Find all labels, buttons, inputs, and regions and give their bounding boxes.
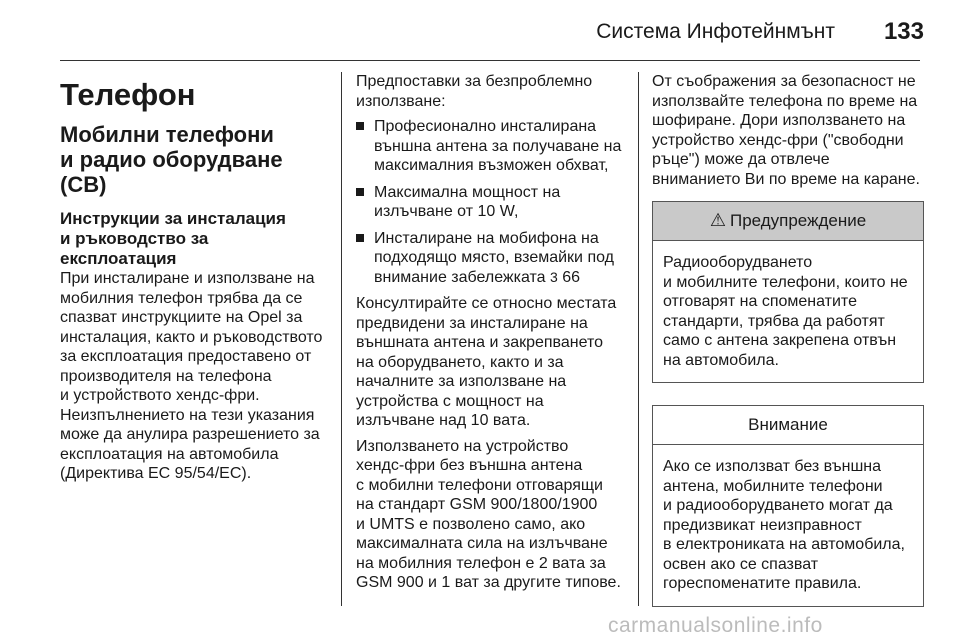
text-line: и устройството хендс-фри.: [60, 387, 260, 404]
safety-paragraph: [652, 72, 924, 189]
chapter-title: Телефон: [60, 77, 196, 112]
text-line: От съображения за безопасност не: [652, 73, 916, 90]
page-ref-icon[interactable]: 3: [550, 268, 558, 285]
text-line: на стандарт GSM 900/1800/1900: [356, 496, 598, 513]
subsection-title-line: Инструкции за инсталация: [60, 209, 286, 228]
text-line: с мобилни телефони отговарящи: [356, 476, 603, 494]
text-line: максималната сила на излъчване: [356, 535, 608, 552]
watermark: carmanualsonline.info: [608, 614, 823, 637]
text-line: експлоатация на автомобила: [60, 445, 279, 463]
text-line: Използването на устройство: [356, 437, 569, 455]
text-line: хендс-фри без външна антена: [356, 457, 583, 474]
page-ref-number[interactable]: 66: [562, 268, 581, 286]
subsection-title-line: експлоатация: [60, 249, 177, 268]
section-title-line: Мобилни телефони: [60, 122, 274, 147]
text-line: максималния възможен обхват,: [374, 157, 609, 174]
text-line: външна антена за получаване на: [374, 137, 622, 155]
column-divider-2: [638, 72, 639, 606]
text-line: При инсталиране и използване на: [60, 270, 315, 287]
text-line: ръце") може да отвлече: [652, 151, 830, 168]
text-line: мобилния телефон трябва да се: [60, 289, 303, 307]
section-title: [60, 122, 330, 197]
list-item: [356, 117, 626, 176]
list-item: [356, 229, 626, 288]
bullet-square-icon: [356, 122, 364, 130]
handsfree-paragraph: [356, 437, 626, 593]
warning-box: [652, 201, 924, 383]
text-line: устройство хендс-фри ("свободни: [652, 131, 904, 149]
text-line: (Директива ЕС 95/54/ЕС).: [60, 465, 252, 482]
text-line: Неизпълнението на тези указания: [60, 406, 315, 424]
text-line: и радиооборудването могат да: [663, 497, 893, 514]
text-line: стандарти, трябва да работят: [663, 312, 885, 330]
prerequisites-list: [356, 117, 626, 287]
section-title-line: и радио оборудване (CB): [60, 147, 283, 197]
text-fragment: внимание забележката: [374, 268, 546, 286]
subsection-title: [60, 209, 330, 269]
warning-triangle-icon: ⚠: [709, 210, 726, 231]
text-line: в електрониката на автомобила,: [663, 536, 905, 553]
text-line: използване:: [356, 92, 446, 110]
text-line: излъчване над 10 вата.: [356, 412, 531, 429]
page-header: [0, 0, 960, 62]
consultation-paragraph: [356, 294, 626, 431]
text-line: производителя на телефона: [60, 367, 272, 385]
text-line: и UMTS е позволено само, ако: [356, 515, 586, 533]
text-line: устройства с мощност на: [356, 392, 544, 410]
text-line: спазват инструкциите на Opel за: [60, 309, 303, 326]
caution-box-body: [653, 445, 923, 606]
text-line: само с антена закрепена отвън: [663, 332, 897, 349]
column-3: [652, 72, 924, 607]
subsection-title-line: и ръководство за: [60, 229, 209, 248]
prerequisites-intro: [356, 72, 626, 111]
caution-box: [652, 405, 924, 607]
header-divider: [60, 60, 920, 61]
text-line: GSM 900 и 1 ват за другите типове.: [356, 574, 621, 591]
text-line: Максимална мощност на: [374, 183, 561, 201]
text-line: [374, 268, 626, 288]
warning-box-header: [653, 202, 923, 241]
text-line: за експлоатация предоставено от: [60, 348, 312, 365]
text-line: предвидени за инсталиране на: [356, 314, 588, 332]
text-line: и мобилните телефони, които не: [663, 273, 908, 291]
bullet-square-icon: [356, 234, 364, 242]
text-line: Предпоставки за безпроблемно: [356, 73, 593, 90]
text-line: антена, мобилните телефони: [663, 477, 883, 495]
text-line: излъчване от 10 W,: [374, 203, 519, 220]
text-line: външната антена и закрепването: [356, 334, 604, 351]
text-line: подходящо място, вземайки под: [374, 249, 614, 266]
caution-title: Внимание: [748, 415, 828, 435]
installation-paragraph: [60, 269, 330, 484]
column-2: [356, 72, 626, 599]
text-line: Консултирайте се относно местата: [356, 295, 617, 312]
column-1: [60, 72, 330, 490]
text-line: отговарят на споменатите: [663, 293, 857, 310]
text-line: шофиране. Дори използването на: [652, 112, 906, 129]
text-line: на мобилния телефон е 2 вата за: [356, 554, 606, 572]
text-line: предизвикат неизправност: [663, 516, 862, 534]
text-line: освен ако се спазват: [663, 555, 819, 573]
list-item: [356, 183, 626, 222]
page-number: 133: [883, 18, 924, 45]
text-line: началните за използване на: [356, 373, 567, 390]
text-line: инсталация, както и ръководството: [60, 328, 323, 346]
text-line: Радиооборудването: [663, 254, 813, 271]
text-line: на автомобила.: [663, 351, 779, 369]
text-line: вниманието Ви по време на каране.: [652, 170, 920, 188]
column-divider-1: [341, 72, 342, 606]
text-line: гореспоменатите правила.: [663, 575, 862, 592]
warning-title: Предупреждение: [729, 211, 867, 231]
text-line: Инсталиране на мобифона на: [374, 229, 599, 247]
text-line: може да анулира разрешението за: [60, 426, 320, 443]
caution-box-header: [653, 406, 923, 445]
text-line: на оборудването, както и за: [356, 353, 564, 371]
text-line: Ако се използват без външна: [663, 458, 882, 475]
text-line: използвайте телефона по време на: [652, 92, 918, 110]
text-line: Професионално инсталирана: [374, 118, 597, 135]
running-header-title: Система Инфотейнмънт: [596, 20, 835, 43]
warning-box-body: [653, 241, 923, 382]
bullet-square-icon: [356, 188, 364, 196]
